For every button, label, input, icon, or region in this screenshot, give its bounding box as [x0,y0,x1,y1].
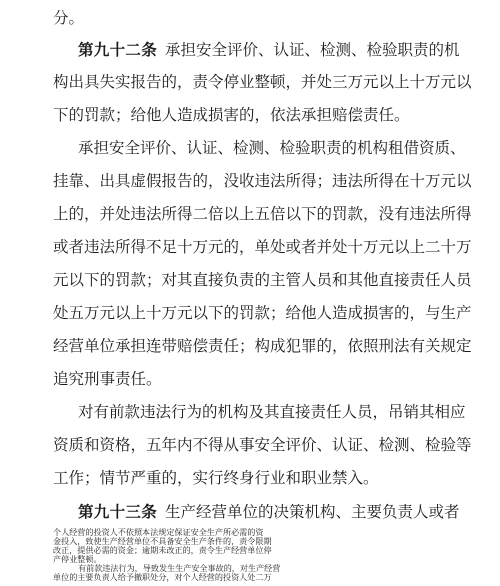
text-line: 元以下的罚款；对其直接负责的主管人员和其他直接责任人员 [53,271,472,289]
text-line: 有前款违法行为，导致发生生产安全事故的，对生产经营 [78,564,281,573]
text-line: 对有前款违法行为的机构及其直接责任人员，吊销其相应 [78,403,466,421]
article-92-line [78,33,500,66]
text-line: 经营单位承担连带赔偿责任；构成犯罪的，依照刑法有关规定 [53,337,472,355]
article-92-heading: 第九十二条 [78,40,158,59]
text-line: 追究刑事责任。 [53,370,162,388]
text-line: 金投入，致使生产经营单位不具备安全生产条件的，责令限期 [53,537,272,546]
article-93-line [78,495,500,528]
text-line: 或者违法所得不足十万元的，单处或者并处十万元以上二十万 [53,238,472,256]
text-line: 产停业整顿。 [53,555,102,564]
text-line: 资质和资格，五年内不得从事安全评价、认证、检测、检验等 [53,436,472,454]
text-line: 分。 [53,9,85,27]
text-line: 处五万元以上十万元以下的罚款；给他人造成损害的，与生产 [53,304,472,322]
text-line: 上的，并处违法所得二倍以上五倍以下的罚款，没有违法所得 [53,205,472,223]
text-line: 生产经营单位的决策机构、主要负责人或者 [165,503,460,521]
text-line: 挂靠、出具虚假报告的，没收违法所得；违法所得在十万元以 [53,172,472,190]
article-93-heading: 第九十三条 [78,502,158,521]
text-line: 改正，提供必需的资金；逾期未改正的，责令生产经营单位停 [53,546,272,555]
text-line: 构出具失实报告的，责令停业整顿，并处三万元以上十万元以 [53,73,472,91]
text-line: 个人经营的投资人不依照本法规定保证安全生产所必需的资 [53,528,264,537]
text-line: 承担安全评价、认证、检测、检验职责的机 [165,41,460,59]
text-line: 承担安全评价、认证、检测、检验职责的机构租借资质、 [78,139,466,157]
text-line: 下的罚款；给他人造成损害的，依法承担赔偿责任。 [53,106,410,124]
text-line: 单位的主要负责人给予撤职处分，对个人经营的投资人处二万 [53,573,272,582]
text-line: 工作；情节严重的，实行终身行业和职业禁入。 [53,469,379,487]
